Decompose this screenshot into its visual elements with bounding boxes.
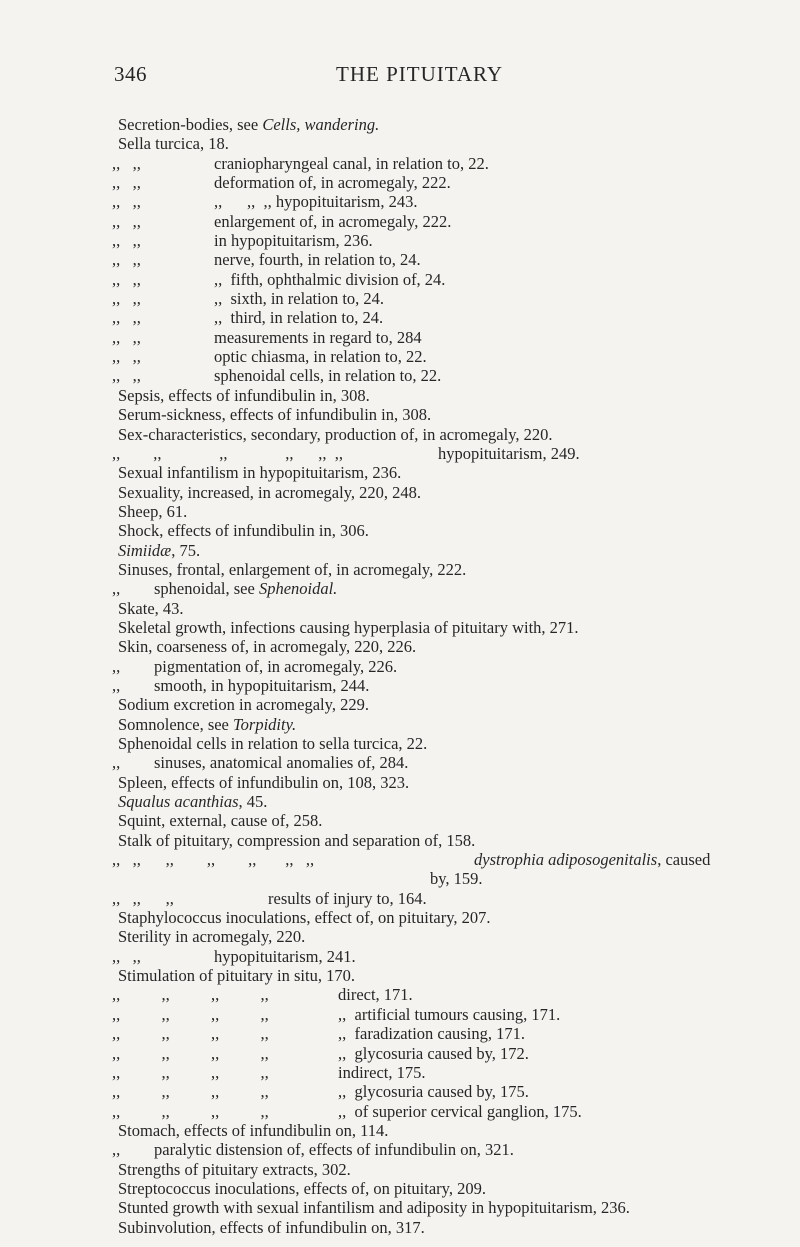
- entry-text: optic chiasma, in relation to, 22.: [214, 347, 427, 367]
- entry-text: sinuses, anatomical anomalies of, 284.: [154, 753, 409, 773]
- index-line: [0, 985, 800, 1004]
- entry-text: paralytic distension of, effects of infundibulin on, 321.: [154, 1140, 514, 1160]
- index-line: [0, 1005, 800, 1024]
- index-entry: [214, 308, 383, 327]
- index-entry: [154, 753, 408, 772]
- index-entry: [118, 773, 409, 792]
- entry-text: Sterility in acromegaly, 220.: [118, 927, 306, 947]
- ditto-mark: ,, ,,: [112, 231, 141, 251]
- index-entry: [118, 425, 553, 444]
- ditto-mark: ,, ,, ,, ,,: [112, 1062, 269, 1082]
- entry-text: ,, third, in relation to, 24.: [214, 308, 384, 328]
- index-line: [0, 483, 800, 502]
- index-entry: [118, 541, 200, 560]
- entry-text: ,, artificial tumours causing, 171.: [338, 1004, 561, 1024]
- index-entry: [268, 889, 427, 908]
- index-entry: [214, 154, 489, 173]
- index-entry: [214, 328, 422, 347]
- ditto-mark: ,, ,, ,,: [112, 888, 174, 908]
- index-line: [0, 734, 800, 753]
- index-line: [0, 715, 800, 734]
- ditto-mark: ,, ,, ,, ,,: [112, 1082, 269, 1102]
- ditto-mark: ,, ,, ,, ,,: [112, 985, 269, 1005]
- ditto-mark: ,, ,,: [112, 211, 141, 231]
- index-entry: [214, 347, 427, 366]
- ditto-mark: ,, ,, ,, ,,: [112, 1101, 269, 1121]
- ditto-mark: ,, ,,: [112, 173, 141, 193]
- index-line: [0, 250, 800, 269]
- entry-text: hypopituitarism, 249.: [438, 443, 580, 463]
- entry-text: Shock, effects of infundibulin in, 306.: [118, 521, 369, 541]
- index-line: [0, 637, 800, 656]
- index-line: [0, 1218, 800, 1237]
- entry-text: craniopharyngeal canal, in relation to, 22.: [214, 153, 489, 173]
- index-entry: [118, 637, 416, 656]
- entry-text: Strengths of pituitary extracts, 302.: [118, 1159, 351, 1179]
- ditto-mark: ,, ,,: [112, 192, 141, 212]
- index-entry: [338, 1082, 529, 1101]
- entry-text: Sheep, 61.: [118, 501, 188, 521]
- index-line: [0, 212, 800, 231]
- index-line: [0, 947, 800, 966]
- entry-text: Stunted growth with sexual infantilism and adiposity in hypopituitarism, 236.: [118, 1198, 630, 1218]
- index-line: [0, 1179, 800, 1198]
- entry-text: Skate, 43.: [118, 598, 184, 618]
- index-entry: [154, 676, 369, 695]
- entry-text: ,, fifth, ophthalmic division of, 24.: [214, 269, 446, 289]
- index-line: [0, 521, 800, 540]
- index-line: [0, 231, 800, 250]
- entry-text: sphenoidal cells, in relation to, 22.: [214, 366, 442, 386]
- index-line: [0, 831, 800, 850]
- entry-text: ,, glycosuria caused by, 172.: [338, 1043, 529, 1063]
- entry-text: deformation of, in acromegaly, 222.: [214, 173, 451, 193]
- index-entry: [118, 966, 355, 985]
- entry-text: Serum-sickness, effects of infundibulin in, 308.: [118, 405, 432, 425]
- index-entry: [214, 270, 445, 289]
- entry-text: Subinvolution, effects of infundibulin on, 317.: [118, 1217, 425, 1237]
- index-entry: [118, 618, 579, 637]
- entry-text: Skin, coarseness of, in acromegaly, 220, 226.: [118, 637, 417, 657]
- index-entry: [338, 1005, 560, 1024]
- entry-text: Sella turcica, 18.: [118, 134, 229, 154]
- entry-text: Sexual infantilism in hypopituitarism, 236.: [118, 463, 402, 483]
- index-line: [0, 173, 800, 192]
- entry-text: nerve, fourth, in relation to, 24.: [214, 250, 421, 270]
- index-entry: [118, 560, 466, 579]
- index-entry: [118, 908, 491, 927]
- index-line: [0, 425, 800, 444]
- entry-text: Somnolence, see: [118, 714, 234, 734]
- index-entry: [118, 386, 370, 405]
- ditto-mark: ,, ,,: [112, 289, 141, 309]
- index-entry: [118, 734, 427, 753]
- ditto-mark: ,, ,,: [112, 327, 141, 347]
- index-line: [0, 927, 800, 946]
- entry-text: Sphenoidal cells in relation to sella turcica, 22.: [118, 734, 428, 753]
- ditto-mark: ,,: [112, 753, 121, 773]
- entry-italic-text: Sphenoidal.: [258, 579, 338, 599]
- index-line: [0, 134, 800, 153]
- entry-text: ,, of superior cervical ganglion, 175.: [338, 1101, 582, 1121]
- index-line: [0, 579, 800, 598]
- ditto-mark: ,, ,, ,, ,,: [112, 1043, 269, 1063]
- index-entry: [430, 869, 483, 888]
- entry-text: pigmentation of, in acromegaly, 226.: [154, 656, 398, 676]
- index-line: [0, 1044, 800, 1063]
- index-line: [0, 405, 800, 424]
- index-line: [0, 366, 800, 385]
- index-line: [0, 502, 800, 521]
- entry-text: , 75.: [171, 540, 201, 560]
- entry-italic-text: Torpidity.: [233, 714, 297, 734]
- entry-text: Staphylococcus inoculations, effect of, on pituitary, 207.: [118, 908, 491, 928]
- index-line: [0, 1082, 800, 1101]
- index-entry: [118, 1121, 388, 1140]
- index-line: [0, 270, 800, 289]
- index-line: [0, 328, 800, 347]
- index-entry: [154, 579, 337, 598]
- index-line: [0, 599, 800, 618]
- ditto-mark: ,, ,,: [112, 250, 141, 270]
- index-line: [0, 889, 800, 908]
- entry-text: results of injury to, 164.: [268, 888, 427, 908]
- running-head: THE PITUITARY: [336, 62, 504, 86]
- index-entry: [338, 1102, 582, 1121]
- ditto-mark: ,, ,, ,, ,, ,, ,, ,,: [112, 850, 315, 870]
- ditto-mark: ,,: [112, 675, 121, 695]
- index-line: [0, 192, 800, 211]
- entry-text: Squint, external, cause of, 258.: [118, 811, 323, 831]
- entry-text: Sepsis, effects of infundibulin in, 308.: [118, 385, 370, 405]
- index-entry: [118, 715, 296, 734]
- index-line: [0, 676, 800, 695]
- entry-italic-text: dystrophia adiposogenitalis: [474, 850, 658, 870]
- index-line: [0, 289, 800, 308]
- entry-text: Stalk of pituitary, compression and separation of, 158.: [118, 830, 476, 850]
- index-line: [0, 966, 800, 985]
- ditto-mark: ,, ,,: [112, 308, 141, 328]
- index-entry: [118, 463, 401, 482]
- index-entry: [214, 212, 451, 231]
- index-line: [0, 850, 800, 869]
- index-line: [0, 1102, 800, 1121]
- entry-text: , caused: [657, 850, 711, 870]
- index-line: [0, 618, 800, 637]
- index-entry: [118, 792, 267, 811]
- entry-text: Streptococcus inoculations, effects of, on pituitary, 209.: [118, 1178, 486, 1198]
- index-entry: [338, 985, 413, 1004]
- index-entries: [0, 115, 800, 1237]
- index-line: [0, 541, 800, 560]
- ditto-mark: ,, ,, ,, ,,: [112, 1004, 269, 1024]
- index-entry: [118, 1198, 630, 1217]
- entry-text: Skeletal growth, infections causing hyperplasia of pituitary with, 271.: [118, 617, 579, 637]
- index-line: [0, 811, 800, 830]
- index-line: [0, 386, 800, 405]
- index-line: [0, 560, 800, 579]
- entry-text: Sinuses, frontal, enlargement of, in acromegaly, 222.: [118, 559, 467, 579]
- index-line: [0, 869, 800, 888]
- entry-text: ,, sixth, in relation to, 24.: [214, 289, 385, 309]
- index-line: [0, 657, 800, 676]
- entry-text: ,, faradization causing, 171.: [338, 1024, 525, 1044]
- ditto-mark: ,, ,, ,, ,, ,, ,,: [112, 443, 343, 463]
- index-entry: [118, 483, 421, 502]
- page-number: 346: [114, 62, 147, 86]
- entry-continuation: by, 159.: [430, 869, 483, 889]
- entry-text: Stomach, effects of infundibulin on, 114.: [118, 1120, 389, 1140]
- entry-text: measurements in regard to, 284: [214, 327, 422, 347]
- index-line: [0, 347, 800, 366]
- index-line: [0, 792, 800, 811]
- entry-text: Stimulation of pituitary in situ, 170.: [118, 966, 355, 986]
- entry-text: , 45.: [238, 792, 268, 812]
- entry-italic-text: Squalus acanthias: [118, 792, 239, 812]
- entry-text: ,, ,, ,, hypopituitarism, 243.: [214, 192, 418, 212]
- entry-text: Sodium excretion in acromegaly, 229.: [118, 695, 369, 715]
- ditto-mark: ,,: [112, 579, 121, 599]
- entry-text: ,, glycosuria caused by, 175.: [338, 1082, 529, 1102]
- index-line: [0, 154, 800, 173]
- index-line: [0, 444, 800, 463]
- index-line: [0, 1024, 800, 1043]
- ditto-mark: ,, ,,: [112, 153, 141, 173]
- index-entry: [214, 250, 421, 269]
- entry-text: Spleen, effects of infundibulin on, 108, 323.: [118, 772, 410, 792]
- index-entry: [118, 695, 369, 714]
- index-entry: [338, 1044, 529, 1063]
- index-entry: [214, 231, 373, 250]
- index-line: [0, 1121, 800, 1140]
- index-line: [0, 1160, 800, 1179]
- page-header: [0, 62, 800, 98]
- index-line: [0, 773, 800, 792]
- entry-text: Secretion-bodies, see: [118, 115, 263, 134]
- ditto-mark: ,, ,,: [112, 946, 141, 966]
- entry-text: Sex-characteristics, secondary, production of, in acromegaly, 220.: [118, 424, 553, 444]
- ditto-mark: ,,: [112, 656, 121, 676]
- entry-text: hypopituitarism, 241.: [214, 946, 356, 966]
- entry-text: sphenoidal, see: [154, 579, 259, 599]
- index-entry: [154, 657, 397, 676]
- index-line: [0, 463, 800, 482]
- entry-text: in hypopituitarism, 236.: [214, 231, 373, 251]
- entry-text: direct, 171.: [338, 985, 413, 1005]
- index-entry: [118, 1160, 351, 1179]
- index-entry: [154, 1140, 514, 1159]
- index-entry: [118, 405, 431, 424]
- index-entry: [338, 1063, 426, 1082]
- index-entry: [118, 115, 379, 134]
- index-line: [0, 753, 800, 772]
- ditto-mark: ,, ,,: [112, 366, 141, 386]
- ditto-mark: ,,: [112, 1140, 121, 1160]
- entry-text: Sexuality, increased, in acromegaly, 220, 248.: [118, 482, 422, 502]
- index-entry: [118, 927, 305, 946]
- index-entry: [214, 173, 451, 192]
- index-entry: [214, 947, 356, 966]
- index-entry: [118, 502, 187, 521]
- index-entry: [118, 1179, 486, 1198]
- index-line: [0, 908, 800, 927]
- index-line: [0, 308, 800, 327]
- entry-text: smooth, in hypopituitarism, 244.: [154, 675, 370, 695]
- entry-italic-text: Cells, wandering.: [262, 115, 380, 134]
- ditto-mark: ,, ,,: [112, 347, 141, 367]
- entry-italic-text: Simiidæ: [118, 540, 172, 560]
- entry-text: indirect, 175.: [338, 1062, 426, 1082]
- index-entry: [214, 192, 418, 211]
- index-entry: [118, 521, 369, 540]
- ditto-mark: ,, ,, ,, ,,: [112, 1024, 269, 1044]
- index-line: [0, 1140, 800, 1159]
- index-line: [0, 1198, 800, 1217]
- index-line: [0, 1063, 800, 1082]
- index-entry: [474, 850, 710, 869]
- index-entry: [214, 289, 384, 308]
- index-entry: [214, 366, 441, 385]
- index-entry: [118, 1218, 425, 1237]
- entry-text: enlargement of, in acromegaly, 222.: [214, 211, 452, 231]
- index-entry: [118, 134, 229, 153]
- index-entry: [338, 1024, 525, 1043]
- index-line: [0, 115, 800, 134]
- index-entry: [118, 831, 475, 850]
- index-entry: [118, 599, 184, 618]
- index-entry: [118, 811, 322, 830]
- index-line: [0, 695, 800, 714]
- ditto-mark: ,, ,,: [112, 269, 141, 289]
- index-entry: [438, 444, 580, 463]
